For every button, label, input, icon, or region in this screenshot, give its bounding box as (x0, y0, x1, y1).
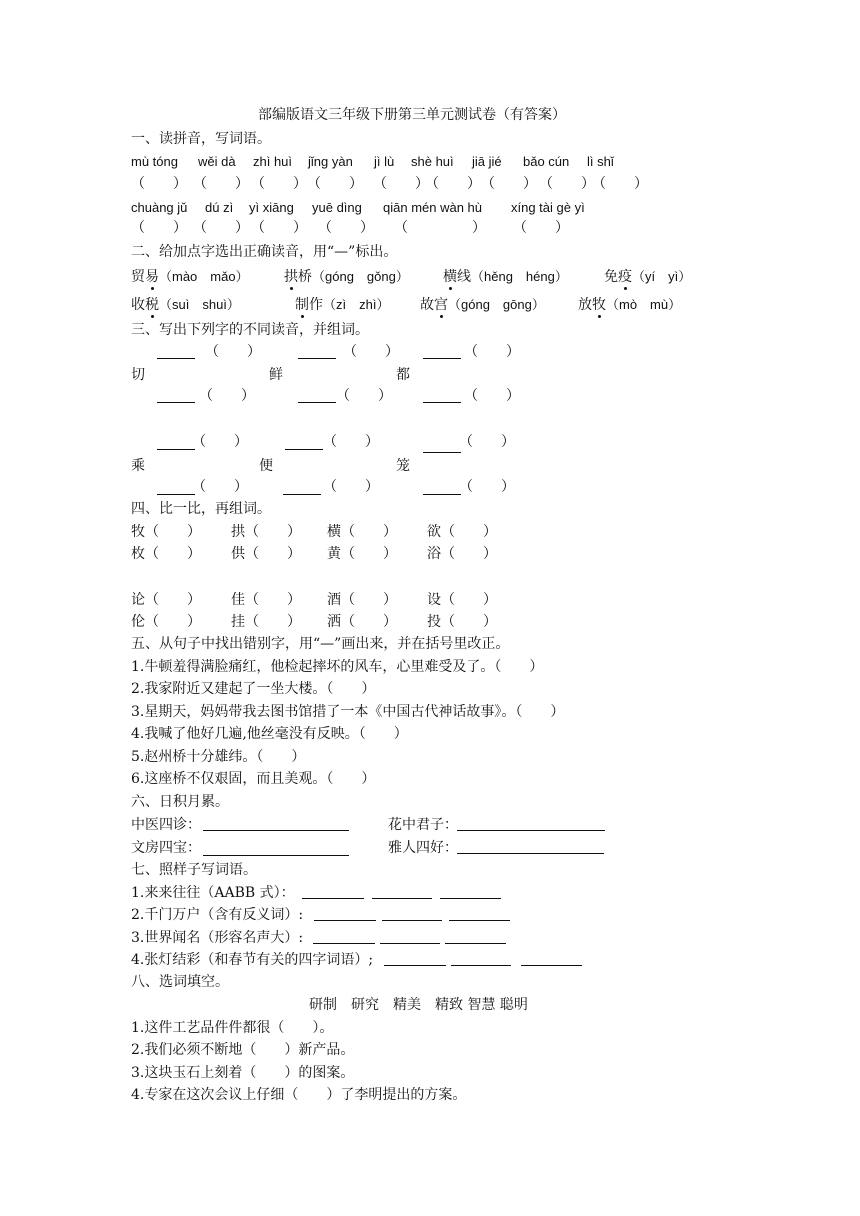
section-4-heading: 四、比一比，再组词。 (131, 501, 271, 517)
answer-paren: （ ） (318, 220, 374, 236)
fill-label: 2.千门万户（含有反义词）: (131, 907, 304, 923)
word-bank: 研制 研究 精美 精致 智慧 聪明 (309, 997, 528, 1013)
section-7-heading: 七、照样子写词语。 (131, 862, 257, 878)
answer-blank (283, 494, 321, 495)
pinyin-15: xíng tài gè yì (511, 200, 585, 215)
answer-blank (521, 965, 582, 966)
question-item: 2.我家附近又建起了一坐大楼。（ ） (131, 681, 376, 697)
pinyin-10: chuàng jǔ (131, 200, 188, 215)
section-3-heading: 三、写出下列字的不同读音，并组词。 (131, 322, 369, 338)
question-item: 3.这块玉石上刻着（ ）的图案。 (131, 1065, 355, 1081)
answer-paren: （ ） (592, 176, 648, 192)
section-1-heading: 一、读拼音，写词语。 (131, 131, 271, 147)
answer-paren: （ ） (199, 388, 255, 404)
question-item: 1.牛顿羞得满脸痛红，他检起摔坏的风车，心里难受及了。（ ） (131, 659, 544, 675)
answer-blank (298, 402, 336, 403)
compare-char: 佳（ ） (231, 592, 301, 608)
compare-char: 供（ ） (231, 546, 301, 562)
answer-paren: （ ） (193, 220, 249, 236)
compare-char: 拱（ ） (231, 524, 301, 540)
compare-char: 欲（ ） (427, 524, 497, 540)
target-char: 都 (396, 367, 410, 383)
question-item: 6.这座桥不仅艰固，而且美观。（ ） (131, 771, 376, 787)
section-5-heading: 五、从句子中找出错别字，用“—”画出来，并在括号里改正。 (131, 636, 510, 652)
section-8-heading: 八、选词填空。 (131, 974, 229, 990)
target-char: 鲜 (269, 367, 283, 383)
answer-paren: （ ） (459, 479, 515, 495)
answer-blank (423, 358, 461, 359)
pinyin-11: dú zì (205, 200, 234, 215)
answer-paren: （ ） (192, 479, 248, 495)
question-item: 4.我喊了他好几遍,他丝毫没有反映。（ ） (131, 726, 408, 742)
answer-blank (285, 449, 323, 450)
answer-blank (157, 358, 195, 359)
answer-paren: （ ） (131, 220, 187, 236)
answer-blank (423, 402, 461, 403)
answer-blank (382, 920, 442, 921)
answer-paren-wide: （ ） (394, 220, 486, 236)
answer-blank (440, 898, 501, 899)
pinyin-4: jǐng yàn (308, 154, 353, 169)
compare-char: 酒（ ） (327, 592, 397, 608)
dotted-word: 拱桥（góng gǒng） (284, 266, 409, 286)
dotted-word: 免疫（yí yì） (604, 266, 691, 286)
question-item: 2.我们必须不断地（ ）新产品。 (131, 1042, 355, 1058)
dotted-word: 放牧（mò mù） (578, 294, 681, 314)
answer-blank (423, 494, 461, 495)
question-item: 3.星期天，妈妈带我去图书馆措了一本《中国古代神话故事》。（ ） (131, 704, 565, 720)
answer-paren: （ ） (539, 176, 595, 192)
answer-blank (203, 830, 349, 831)
target-char: 笼 (396, 458, 410, 474)
answer-paren: （ ） (307, 176, 363, 192)
dotted-word: 制作（zì zhì） (295, 294, 389, 314)
pinyin-6: shè huì (411, 154, 454, 169)
compare-char: 黄（ ） (327, 546, 397, 562)
answer-paren: （ ） (373, 176, 429, 192)
answer-paren: （ ） (513, 220, 569, 236)
pinyin-7: jiā jié (472, 154, 502, 169)
answer-blank (380, 943, 440, 944)
answer-paren: （ ） (425, 176, 481, 192)
dotted-word: 横线（hěng héng） (443, 266, 568, 286)
answer-paren: （ ） (251, 220, 307, 236)
answer-paren: （ ） (205, 344, 261, 360)
answer-paren: （ ） (251, 176, 307, 192)
question-item: 5.赵州桥十分雄纬。（ ） (131, 749, 306, 765)
pinyin-8: bǎo cún (523, 154, 570, 169)
compare-char: 投（ ） (427, 614, 497, 630)
fill-label: 雅人四好： (388, 840, 458, 856)
fill-label: 1.来来往往（AABB 式）： (131, 885, 295, 901)
section-6-heading: 六、日积月累。 (131, 794, 229, 810)
answer-blank (384, 965, 446, 966)
pinyin-12: yì xiāng (249, 200, 294, 215)
question-item: 1.这件工艺品件件都很（ ）。 (131, 1020, 334, 1036)
pinyin-9: lì shǐ (587, 154, 614, 169)
pinyin-14: qiān mén wàn hù (383, 200, 483, 215)
section-2-heading: 二、给加点字选出正确读音，用“—”标出。 (131, 244, 398, 260)
answer-blank (423, 452, 461, 453)
compare-char: 浴（ ） (427, 546, 497, 562)
fill-label: 3.世界闻名（形容名声大）: (131, 930, 304, 946)
compare-char: 牧（ ） (131, 524, 201, 540)
compare-char: 伦（ ） (131, 614, 201, 630)
compare-char: 挂（ ） (231, 614, 301, 630)
answer-blank (302, 898, 364, 899)
answer-blank (449, 920, 510, 921)
dotted-word: 贸易（mào mǎo） (131, 266, 249, 286)
fill-label: 花中君子： (388, 817, 458, 833)
answer-blank (157, 402, 195, 403)
fill-label: 中医四诊： (131, 817, 201, 833)
answer-blank (451, 965, 511, 966)
compare-char: 枚（ ） (131, 546, 201, 562)
answer-blank (313, 943, 375, 944)
pinyin-5: jì lù (374, 154, 395, 169)
pinyin-2: wěi dà (198, 154, 236, 169)
answer-blank (203, 855, 349, 856)
answer-blank (457, 853, 604, 854)
answer-paren: （ ） (323, 434, 379, 450)
answer-paren: （ ） (131, 176, 187, 192)
target-char: 乘 (131, 458, 145, 474)
target-char: 便 (259, 458, 273, 474)
compare-char: 设（ ） (427, 592, 497, 608)
pinyin-13: yuē dìng (312, 200, 362, 215)
fill-label: 4.张灯结彩（和春节有关的四字词语）; (131, 952, 374, 968)
compare-char: 论（ ） (131, 592, 201, 608)
answer-paren: （ ） (459, 434, 515, 450)
pinyin-1: mù tóng (131, 154, 178, 169)
answer-paren: （ ） (343, 344, 399, 360)
answer-blank (457, 830, 605, 831)
dotted-word: 故宫（góng gōng） (420, 294, 545, 314)
answer-paren: （ ） (192, 434, 248, 450)
answer-blank (372, 898, 432, 899)
answer-paren: （ ） (464, 388, 520, 404)
answer-blank (445, 943, 506, 944)
answer-paren: （ ） (481, 176, 537, 192)
pinyin-3: zhì huì (253, 154, 293, 169)
compare-char: 横（ ） (327, 524, 397, 540)
page-title: 部编版语文三年级下册第三单元测试卷（有答案） (258, 107, 566, 123)
answer-paren: （ ） (336, 388, 392, 404)
answer-blank (157, 449, 195, 450)
answer-blank (298, 358, 336, 359)
question-item: 4.专家在这次会议上仔细（ ）了李明提出的方案。 (131, 1087, 467, 1103)
answer-blank (314, 920, 376, 921)
target-char: 切 (131, 367, 145, 383)
answer-paren: （ ） (193, 176, 249, 192)
dotted-word: 收税（suì shuì） (131, 294, 240, 314)
compare-char: 洒（ ） (327, 614, 397, 630)
answer-paren: （ ） (464, 344, 520, 360)
answer-paren: （ ） (323, 479, 379, 495)
fill-label: 文房四宝： (131, 840, 201, 856)
answer-blank (157, 494, 195, 495)
